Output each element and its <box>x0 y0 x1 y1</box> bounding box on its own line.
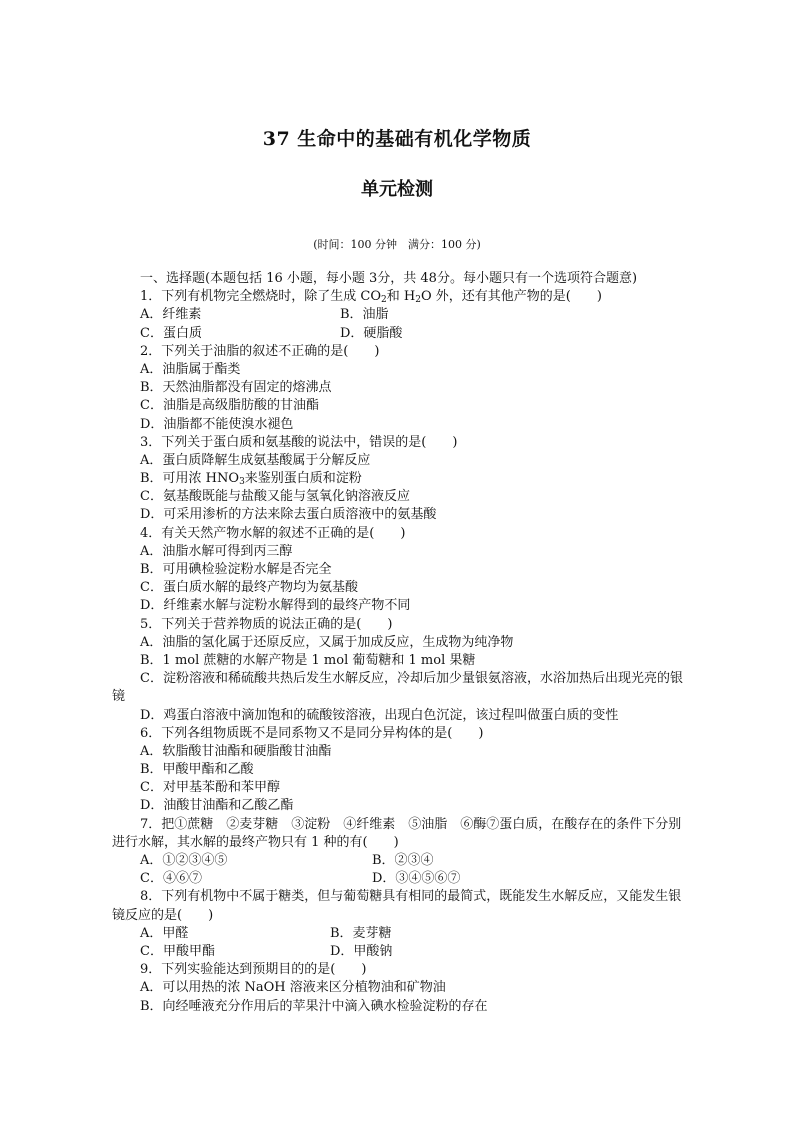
option-b: B．向经唾液充分作用后的苹果汁中滴入碘水检验淀粉的存在 <box>140 998 488 1014</box>
page-subtitle: 单元检测 <box>361 179 433 200</box>
question-4-stem: 4．有关天然产物水解的叙述不正确的是( ) <box>140 525 406 541</box>
option-a: A．油脂属于酯类 <box>140 361 241 377</box>
question-9-stem: 9．下列实验能达到预期目的的是( ) <box>140 962 367 978</box>
question-1-options-row2 <box>112 325 684 343</box>
question-8-options-row2 <box>112 943 684 961</box>
option-a: A．油脂的氢化属于还原反应，又属于加成反应，生成物为纯净物 <box>140 634 514 650</box>
option-b: B．甲酸甲酯和乙酸 <box>140 762 254 778</box>
option-c: C．油脂是高级脂肪酸的甘油酯 <box>140 398 319 414</box>
option-b: B．麦芽糖 <box>330 925 392 941</box>
question-body <box>112 270 684 1016</box>
option-a: A．可以用热的浓 NaOH 溶液来区分植物油和矿物油 <box>140 980 446 996</box>
question-8-stem: 8．下列有机物中不属于糖类，但与葡萄糖具有相同的最简式，既能发生水解反应，又能发生银镜反应的是( ) <box>112 889 682 923</box>
page-title: 37 生命中的基础有机化学物质 <box>262 128 532 150</box>
option-a: A．甲醛 <box>140 925 189 941</box>
option-b: B．天然油脂都没有固定的熔沸点 <box>140 380 332 396</box>
option-a: A．蛋白质降解生成氨基酸属于分解反应 <box>140 452 371 468</box>
option-a: A．纤维素 <box>140 307 202 323</box>
option-d: D．可采用渗析的方法来除去蛋白质溶液中的氨基酸 <box>140 507 437 523</box>
option-d: D．甲酸钠 <box>330 944 393 960</box>
option-d: D．硬脂酸 <box>340 325 403 341</box>
option-d: D．油酸甘油酯和乙酸乙酯 <box>140 798 294 814</box>
option-c: C．蛋白质 <box>140 325 202 341</box>
question-7-options-row1 <box>112 852 684 870</box>
option-b: B．可用浓 $HNO_3$来鉴别蛋白质和淀粉 <box>140 471 362 488</box>
time-info: (时间：100 分钟 满分：100 分) <box>313 238 481 251</box>
option-b: B．可用碘检验淀粉水解是否完全 <box>140 562 332 577</box>
option-c: C．淀粉溶液和稀硫酸共热后发生水解反应，冷却后加少量银氨溶液，水浴加热后出现光亮的银镜 <box>112 671 683 705</box>
question-3-stem: 3．下列关于蛋白质和氨基酸的说法中，错误的是( ) <box>140 434 458 450</box>
question-6-stem: 6．下列各组物质既不是同系物又不是同分异构体的是( ) <box>140 725 484 741</box>
option-c: C．④⑥⑦ <box>140 871 202 887</box>
option-c: C．蛋白质水解的最终产物均为氨基酸 <box>140 580 358 596</box>
option-b: B．1 mol 蔗糖的水解产物是 1 mol 葡萄糖和 1 mol 果糖 <box>140 652 476 668</box>
option-a: A．①②③④⑤ <box>140 853 228 869</box>
option-d: D．鸡蛋白溶液中滴加饱和的硫酸铵溶液，出现白色沉淀，该过程叫做蛋白质的变性 <box>140 707 619 723</box>
option-c: C．对甲基苯酚和苯甲醇 <box>140 780 280 796</box>
question-8-options-row1 <box>112 925 684 943</box>
option-d: D．③④⑤⑥⑦ <box>372 871 461 887</box>
question-7-stem: 7．把①蔗糖 ②麦芽糖 ③淀粉 ④纤维素 ⑤油脂 ⑥酶⑦蛋白质，在酸存在的条件下分别进行水解，其水解的最终产物只有 1 种的有( ) <box>112 816 682 850</box>
question-1-stem: 1．下列有机物完全燃烧时，除了生成 $CO_2$和 $H_2O$ 外，还有其他产物的是( ) <box>140 289 602 306</box>
section-heading: 一、选择题(本题包括 16 小题，每小题 3分，共 48分。每小题只有一个选项符合题意) <box>140 271 638 286</box>
option-d: D．油脂都不能使溴水褪色 <box>140 416 294 432</box>
option-b: B．油脂 <box>340 307 389 323</box>
question-5-stem: 5．下列关于营养物质的说法正确的是( ) <box>140 616 393 632</box>
option-d: D．纤维素水解与淀粉水解得到的最终产物不同 <box>140 598 411 614</box>
question-1-options-row1 <box>112 306 684 324</box>
option-b: B．②③④ <box>372 853 434 869</box>
option-c: C．甲酸甲酯 <box>140 944 215 960</box>
option-a: A．软脂酸甘油酯和硬脂酸甘油酯 <box>140 743 332 759</box>
option-a: A．油脂水解可得到丙三醇 <box>140 543 293 559</box>
option-c: C．氨基酸既能与盐酸又能与氢氧化钠溶液反应 <box>140 489 410 505</box>
question-7-options-row2 <box>112 870 684 888</box>
question-2-stem: 2．下列关于油脂的叙述不正确的是( ) <box>140 343 380 359</box>
